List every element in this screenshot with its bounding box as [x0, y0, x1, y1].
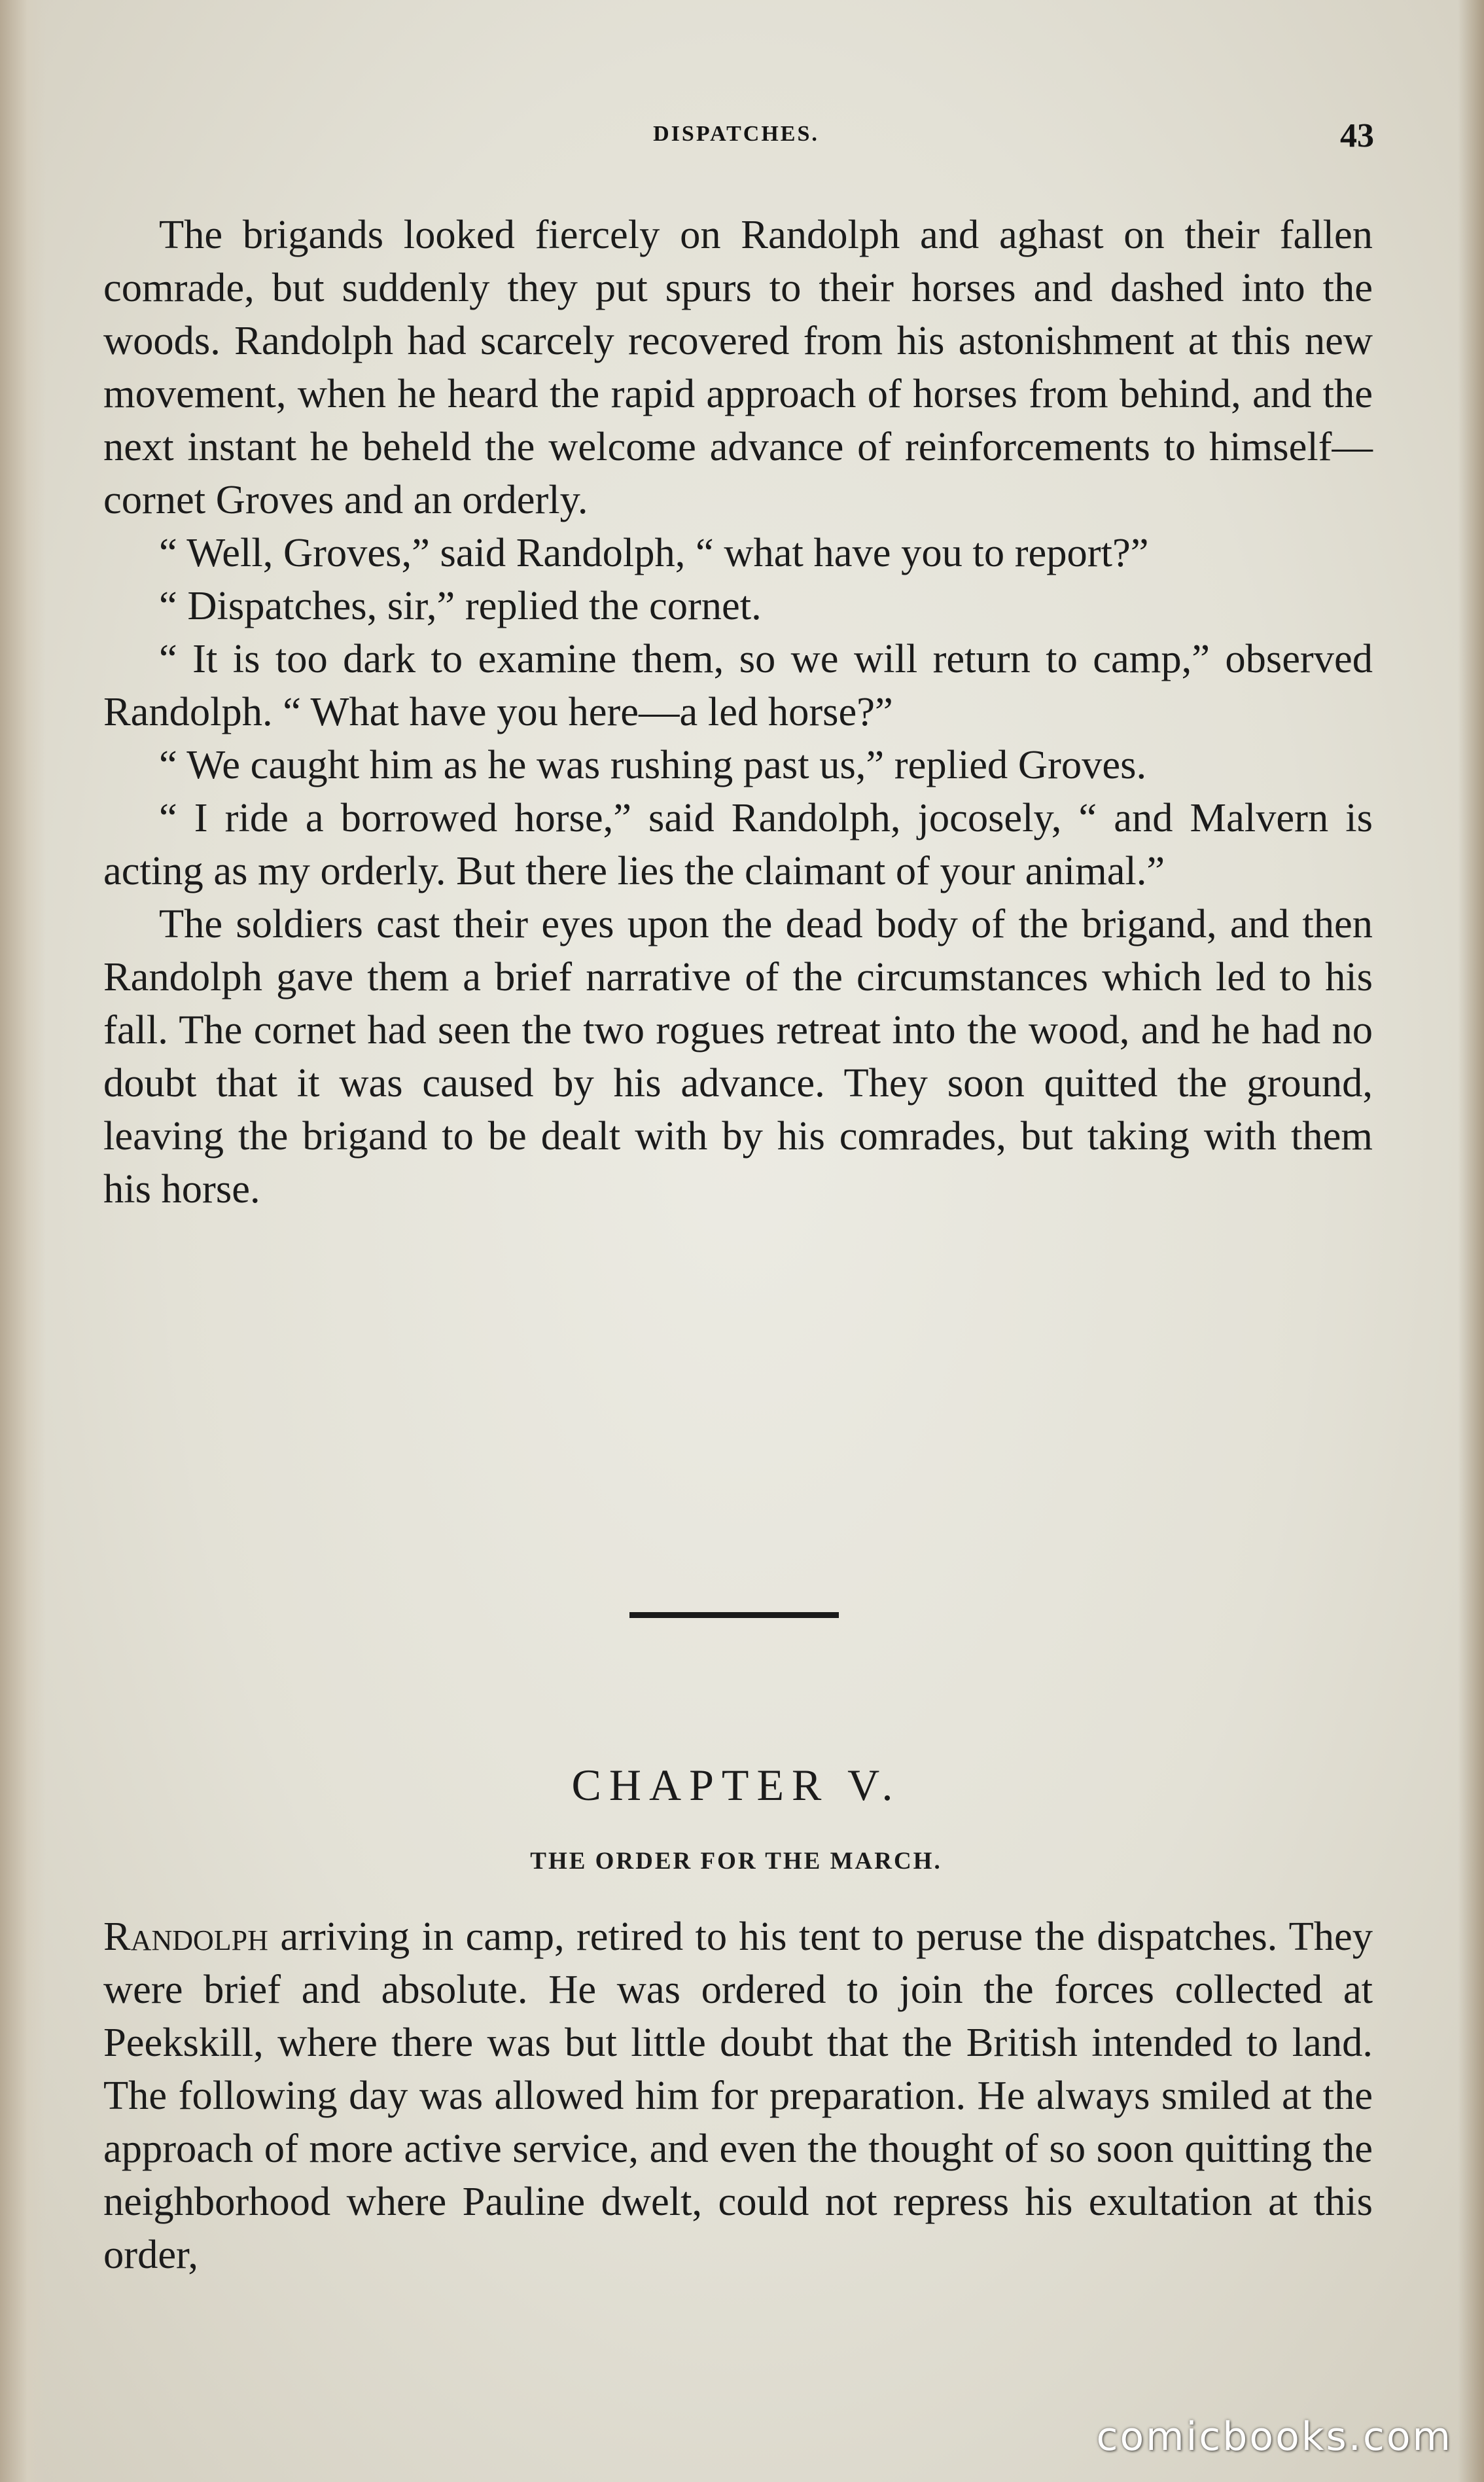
paragraph: “ Dispatches, sir,” replied the cornet.: [159, 583, 762, 628]
chapter-text: [103, 1910, 1373, 2281]
paragraph: “ Well, Groves,” said Randolph, “ what have you to report?”: [159, 530, 1149, 575]
body-text: [103, 208, 1373, 1215]
paragraph: The soldiers cast their eyes upon the dead body of the brigand, and then Randolph gave them a brief narrative of the circumstances which led to his fall. The cornet had seen the two rogues retreat into the wood, and he had no doubt that it was caused by his advance. They soon quitted the ground, leaving the brigand to be dealt with by his comrades, but taking with them his horse.: [103, 901, 1373, 1212]
chapter-paragraph: [103, 1910, 1373, 2281]
paragraph: “ We caught him as he was rushing past us,” replied Groves.: [159, 742, 1147, 787]
running-title: DISPATCHES.: [653, 122, 819, 146]
chapter-heading: CHAPTER V.: [571, 1760, 901, 1810]
paragraph: “ It is too dark to examine them, so we will return to camp,” observed Randolph. “ What have you here—a led horse?”: [103, 636, 1373, 734]
watermark: comicbooks.com: [1096, 2414, 1453, 2460]
chapter-subtitle: THE ORDER FOR THE MARCH.: [530, 1848, 942, 1875]
paragraph: “ I ride a borrowed horse,” said Randolph, jocosely, “ and Malvern is acting as my orderly. But there lies the claimant of your animal.”: [103, 795, 1373, 893]
page-edge-shadow-left: [0, 0, 46, 2482]
paragraph: The brigands looked fiercely on Randolph and aghast on their fallen comrade, but suddenly they put spurs to their horses and dashed into the woods. Randolph had scarcely recovered from his astonishment at this new movement, when he heard the rapid approach of horses from behind, and the next instant he beheld the welcome advance of reinforcements to himself—cornet Groves and an orderly.: [103, 211, 1373, 522]
chapter-lead-word: Randolph: [103, 1913, 268, 1959]
chapter-paragraph-text: arriving in camp, retired to his tent to peruse the dispatches. They were brief and absolute. He was ordered to join the forces collected at Peekskill, where there was but little doubt that the British intended to land. The following day was allowed him for preparation. He always smiled at the approach of more active service, and even the thought of so soon quitting the neighborhood where Pauline dwelt, could not repress his exultation at this order,: [103, 1913, 1373, 2277]
page-header: [98, 117, 1374, 162]
page-number: 43: [1340, 117, 1374, 154]
section-divider-rule: [629, 1612, 839, 1618]
page-edge-shadow-right: [1458, 0, 1484, 2482]
